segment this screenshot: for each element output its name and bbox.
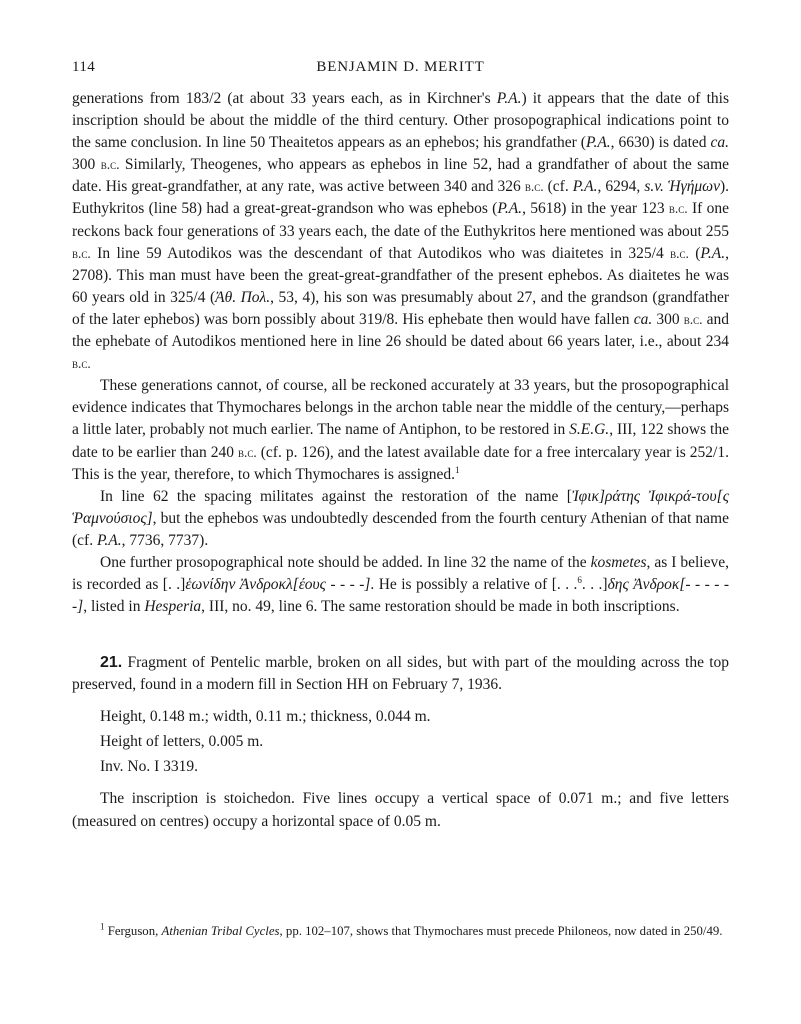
footnote-ref: 1 xyxy=(455,464,460,475)
page-number: 114 xyxy=(72,59,96,75)
section-21-description: 21. Fragment of Pentelic marble, broken on all sides, but with part of the moulding across the top preserved, found in a modern fill in Section HH on February 7, 1936. xyxy=(72,654,729,694)
page-header xyxy=(72,56,729,78)
paragraph-line-62: In line 62 the spacing militates against the restoration of the name [Ἰφικ]ράτης Ἰφικρά-του[ς Ῥαμνούσιος], but the ephebos was undoubtedly descended from the fourth century Athenian of that name (cf. P.A., 7736, 7737). xyxy=(72,487,729,549)
section-number: 21. xyxy=(100,654,123,672)
section-21-measurements xyxy=(72,704,729,779)
section-21-stoichedon: The inscription is stoichedon. Five lines occupy a vertical space of 0.071 m.; and five letters (measured on centres) occupy a horizontal space of 0.05 m. xyxy=(72,790,729,830)
measurement-dimensions: Height, 0.148 m.; width, 0.11 m.; thickness, 0.044 m. xyxy=(100,708,431,726)
inventory-number: Inv. No. I 3319. xyxy=(100,758,199,776)
paragraph-prosopography-dating: generations from 183/2 (at about 33 years each, as in Kirchner's P.A.) it appears that the date of this inscription should be about the middle of the third century. Other prosopographical indications point to the same conclusion. In line 50 Theaitetos appears as an ephebos; his grandfather (P.A., 6630) is dated ca. 300 b.c. Similarly, Theogenes, who appears as ephebos in line 52, had a grandfather of about the same date. His great-grandfather, at any rate, was active between 340 and 326 b.c. (cf. P.A., 6294, s.v. Ἡγήμων). Euthykritos (line 58) had a great-great-grandson who was ephebos (P.A., 5618) in the year 123 b.c. If one reckons back four generations of 33 years each, the date of the Euthykritos here mentioned was about 255 b.c. In line 59 Autodikos was the descendant of that Autodikos who was diaitetes in 325/4 b.c. (P.A., 2708). This man must have been the great-great-grandfather of the present ephebos. As diaitetes he was 60 years old in 325/4 (Ἀθ. Πολ., 53, 4), his son was presumably about 27, and the grandson (grandfather of the later ephebos) was born possibly about 319/8. His ephebate then would have fallen ca. 300 b.c. and the ephebate of Autodikos mentioned here in line 26 should be dated about 66 years later, i.e., about 234 b.c. xyxy=(72,90,730,372)
section-21 xyxy=(72,652,729,832)
paragraph-generations: These generations cannot, of course, all be reckoned accurately at 33 years, but the prosopographical evidence indicates that Thymochares belongs in the archon table near the middle of the century,—perhaps a little later, probably not much earlier. The name of Antiphon, to be restored in S.E.G., III, 122 shows the date to be earlier than 240 b.c. (cf. p. 126), and the latest available date for a free intercalary year is 252/1. This is the year, therefore, to which Thymochares is assigned.$^1$ xyxy=(72,377,729,483)
footnote-marker: 1 xyxy=(100,921,105,932)
measurement-letter-height: Height of letters, 0.005 m. xyxy=(100,733,264,751)
paragraph-kosmetes: One further prosopographical note should be added. In line 32 the name of the kosmetes, as I believe, is recorded as [. .]ἑωνίδην Ἀνδροκλ[έους - - - -]. He is possibly a relative of [. . .$^6$. . .]δης Ἀνδροκ[- - - - - -], listed in Hesperia, III, no. 49, line 6. The same restoration should be made in both inscriptions. xyxy=(72,553,729,616)
running-head: BENJAMIN D. MERITT xyxy=(316,59,485,75)
footnote-1: $^1$ Ferguson, Athenian Tribal Cycles, pp. 102–107, shows that Thymochares must precede Philoneos, now dated in 250/49. xyxy=(100,921,723,938)
